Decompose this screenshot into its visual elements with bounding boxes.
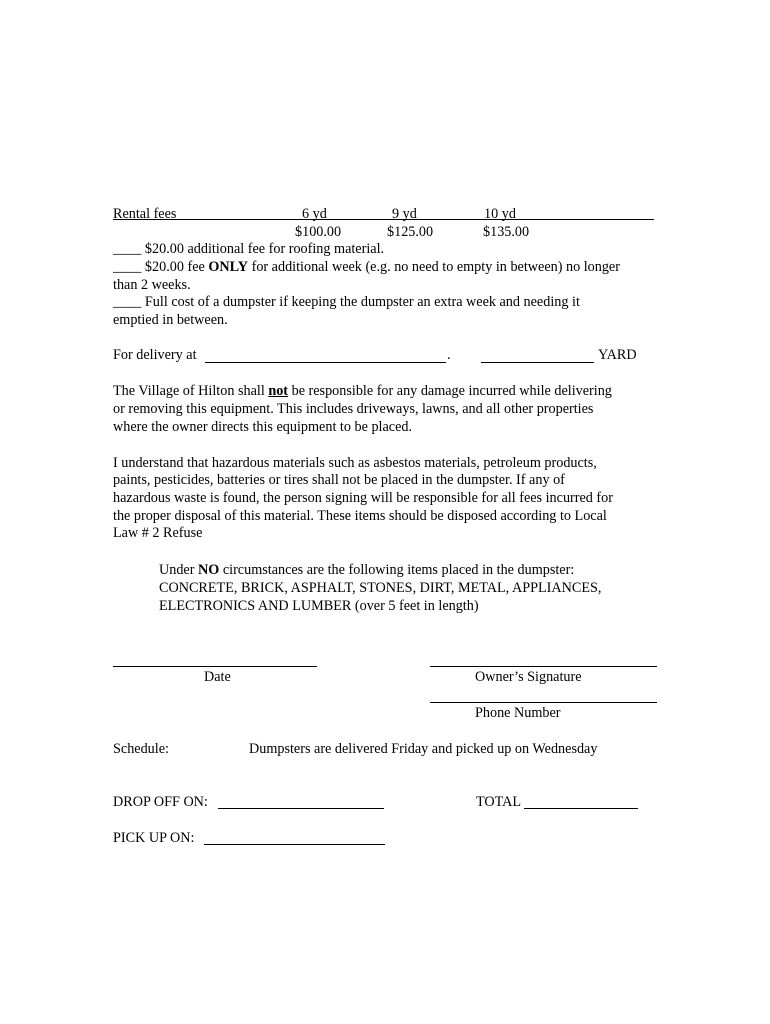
liability-not: not — [268, 383, 289, 399]
prohibited-line-2: CONCRETE, BRICK, ASPHALT, STONES, DIRT, METAL, APPLIANCES, — [159, 580, 602, 596]
liability-line-2: or removing this equipment. This includes driveways, lawns, and all other properties — [113, 401, 594, 417]
option-week-blank[interactable]: ____ — [113, 259, 142, 275]
option-extra-week — [113, 258, 620, 276]
hazard-line-3: hazardous waste is found, the person signing will be responsible for all fees incurred for — [113, 490, 613, 506]
date-label: Date — [204, 669, 231, 685]
liability-line-1 — [113, 382, 612, 400]
phone-number-label: Phone Number — [475, 705, 561, 721]
delivery-period: . — [447, 347, 451, 363]
schedule-label: Schedule: — [113, 741, 169, 757]
rental-fees-header-rule — [113, 219, 654, 220]
drop-off-label: DROP OFF ON: — [113, 794, 208, 810]
price-6yd: $100.00 — [295, 224, 342, 240]
total-field[interactable] — [524, 808, 638, 809]
option-full-text: Full cost of a dumpster if keeping the dumpster an extra week and needing it — [144, 294, 580, 310]
phone-number-field[interactable] — [430, 702, 657, 703]
hazard-line-4: the proper disposal of this material. These items should be disposed according to Local — [113, 508, 607, 524]
option-full-cont: emptied in between. — [113, 312, 228, 328]
prohibited-text: circumstances are the following items placed in the dumpster: — [222, 562, 575, 578]
schedule-text: Dumpsters are delivered Friday and picked up on Wednesday — [249, 741, 598, 757]
liability-line-3: where the owner directs this equipment to be placed. — [113, 419, 413, 435]
size-10yd: 10 yd — [484, 206, 516, 222]
owner-signature-label: Owner’s Signature — [475, 669, 582, 685]
prohibited-line-3: ELECTRONICS AND LUMBER (over 5 feet in length) — [159, 598, 479, 614]
option-week-text-a: $20.00 fee — [144, 259, 205, 275]
drop-off-date-field[interactable] — [218, 808, 384, 809]
option-week-cont: than 2 weeks. — [113, 277, 191, 293]
liability-text-a: The Village of Hilton shall — [113, 383, 265, 399]
size-9yd: 9 yd — [392, 206, 417, 222]
prohibited-no: NO — [198, 562, 220, 578]
size-6yd: 6 yd — [302, 206, 327, 222]
date-field[interactable] — [113, 666, 317, 667]
option-week-only: ONLY — [208, 259, 249, 275]
prohibited-under: Under — [159, 562, 195, 578]
option-roofing-blank[interactable]: ____ — [113, 241, 142, 257]
option-full-cost — [113, 293, 580, 311]
price-9yd: $125.00 — [387, 224, 434, 240]
liability-text-b: be responsible for any damage incurred while delivering — [291, 383, 612, 399]
rental-fees-label: Rental fees — [113, 206, 177, 222]
option-week-text-b: for additional week (e.g. no need to empty in between) no longer — [251, 259, 620, 275]
delivery-label: For delivery at — [113, 347, 197, 363]
yard-label: YARD — [598, 347, 637, 363]
pick-up-date-field[interactable] — [204, 844, 385, 845]
owner-signature-field[interactable] — [430, 666, 657, 667]
option-roofing-text: $20.00 additional fee for roofing material. — [144, 241, 385, 257]
option-roofing — [113, 240, 384, 258]
option-full-blank[interactable]: ____ — [113, 294, 142, 310]
delivery-address-field[interactable] — [205, 362, 446, 363]
hazard-line-5: Law # 2 Refuse — [113, 525, 203, 541]
price-10yd: $135.00 — [483, 224, 530, 240]
yard-size-field[interactable] — [481, 362, 594, 363]
pick-up-label: PICK UP ON: — [113, 830, 195, 846]
hazard-line-2: paints, pesticides, batteries or tires shall not be placed in the dumpster. If any of — [113, 472, 565, 488]
total-label: TOTAL — [476, 794, 522, 810]
prohibited-line-1 — [159, 561, 574, 579]
hazard-line-1: I understand that hazardous materials such as asbestos materials, petroleum products, — [113, 455, 597, 471]
